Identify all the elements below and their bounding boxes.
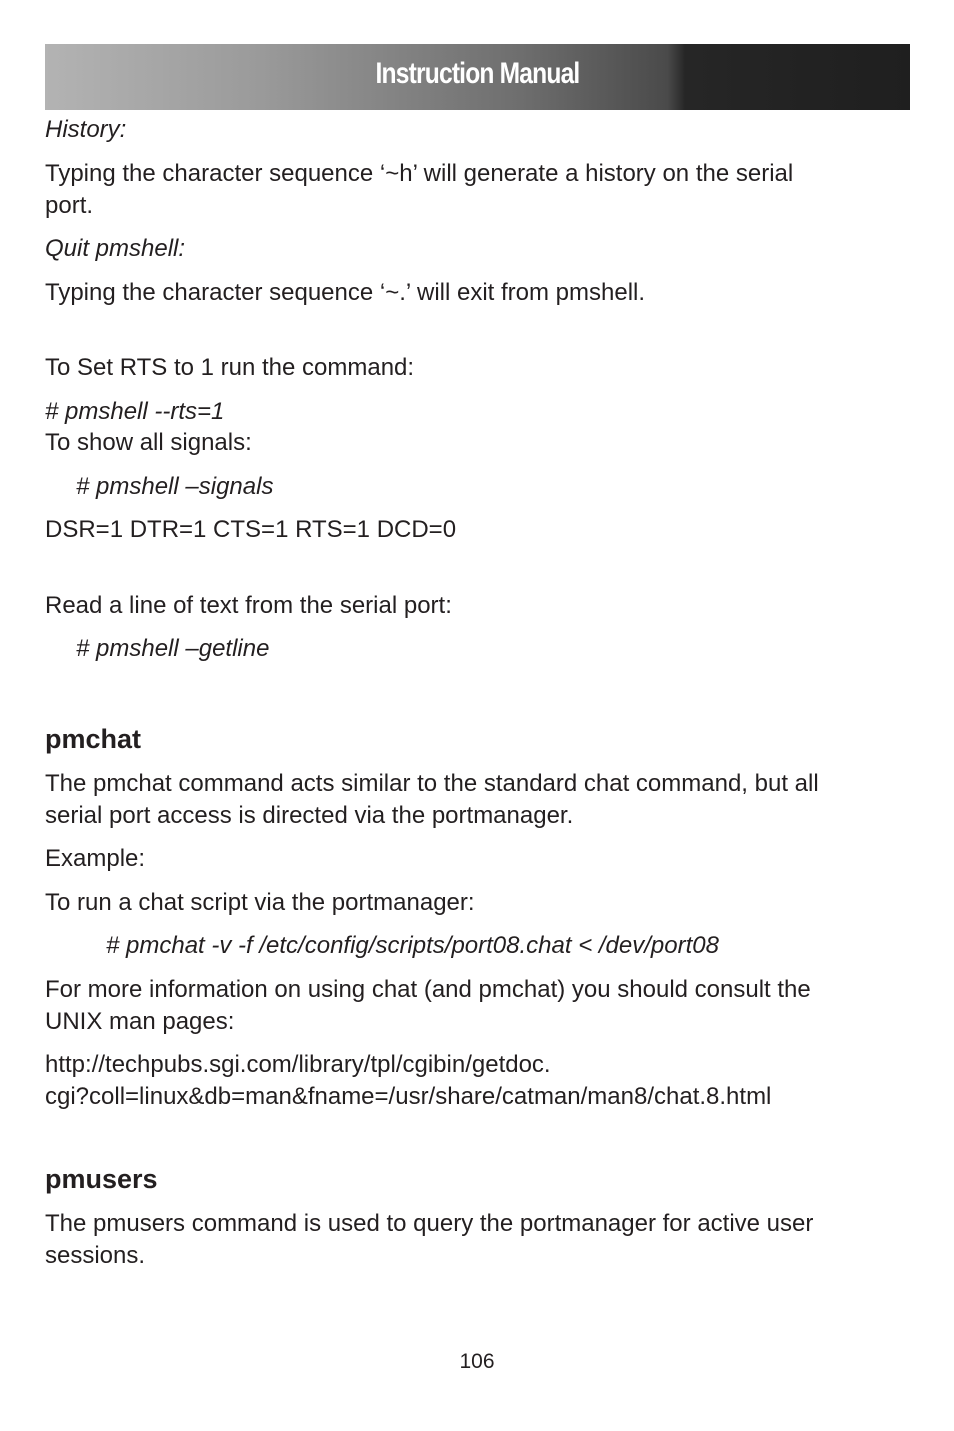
pmchat-more-line1: For more information on using chat (and pmchat) you should consult the	[45, 976, 811, 1003]
quit-label: Quit pmshell:	[45, 235, 186, 262]
pmchat-example-label: Example:	[45, 845, 146, 872]
pmusers-desc-line1: The pmusers command is used to query the portmanager for active user	[45, 1210, 814, 1237]
pmchat-run-intro: To run a chat script via the portmanager:	[45, 889, 475, 916]
signals-intro: To show all signals:	[45, 429, 252, 456]
history-text-line2: port.	[45, 192, 94, 219]
page-number: 106	[459, 1350, 495, 1373]
pmchat-url-line2: cgi?coll=linux&db=man&fname=/usr/share/catman/man8/chat.8.html	[45, 1083, 772, 1110]
rts-intro: To Set RTS to 1 run the command:	[45, 354, 415, 381]
rts-command: # pmshell --rts=1	[45, 398, 225, 425]
pmusers-desc-line2: sessions.	[45, 1242, 146, 1269]
pmchat-command: # pmchat -v -f /etc/config/scripts/port08.chat < /dev/port08	[106, 932, 719, 959]
pmchat-desc-line2: serial port access is directed via the portmanager.	[45, 802, 574, 829]
pmchat-url-line1: http://techpubs.sgi.com/library/tpl/cgibin/getdoc.	[45, 1051, 551, 1078]
pmchat-more-line2: UNIX man pages:	[45, 1008, 235, 1035]
signals-command: # pmshell –signals	[76, 473, 274, 500]
getline-command: # pmshell –getline	[76, 635, 270, 662]
header-bar	[45, 44, 910, 110]
signals-output: DSR=1 DTR=1 CTS=1 RTS=1 DCD=0	[45, 516, 457, 543]
getline-intro: Read a line of text from the serial port:	[45, 592, 452, 619]
quit-text: Typing the character sequence ‘~.’ will exit from pmshell.	[45, 279, 646, 306]
pmchat-heading: pmchat	[45, 724, 142, 754]
history-text-line1: Typing the character sequence ‘~h’ will generate a history on the serial	[45, 160, 794, 187]
pmusers-heading: pmusers	[45, 1164, 158, 1194]
pmchat-desc-line1: The pmchat command acts similar to the standard chat command, but all	[45, 770, 819, 797]
page-title: Instruction Manual	[375, 57, 580, 90]
history-label: History:	[45, 116, 127, 143]
